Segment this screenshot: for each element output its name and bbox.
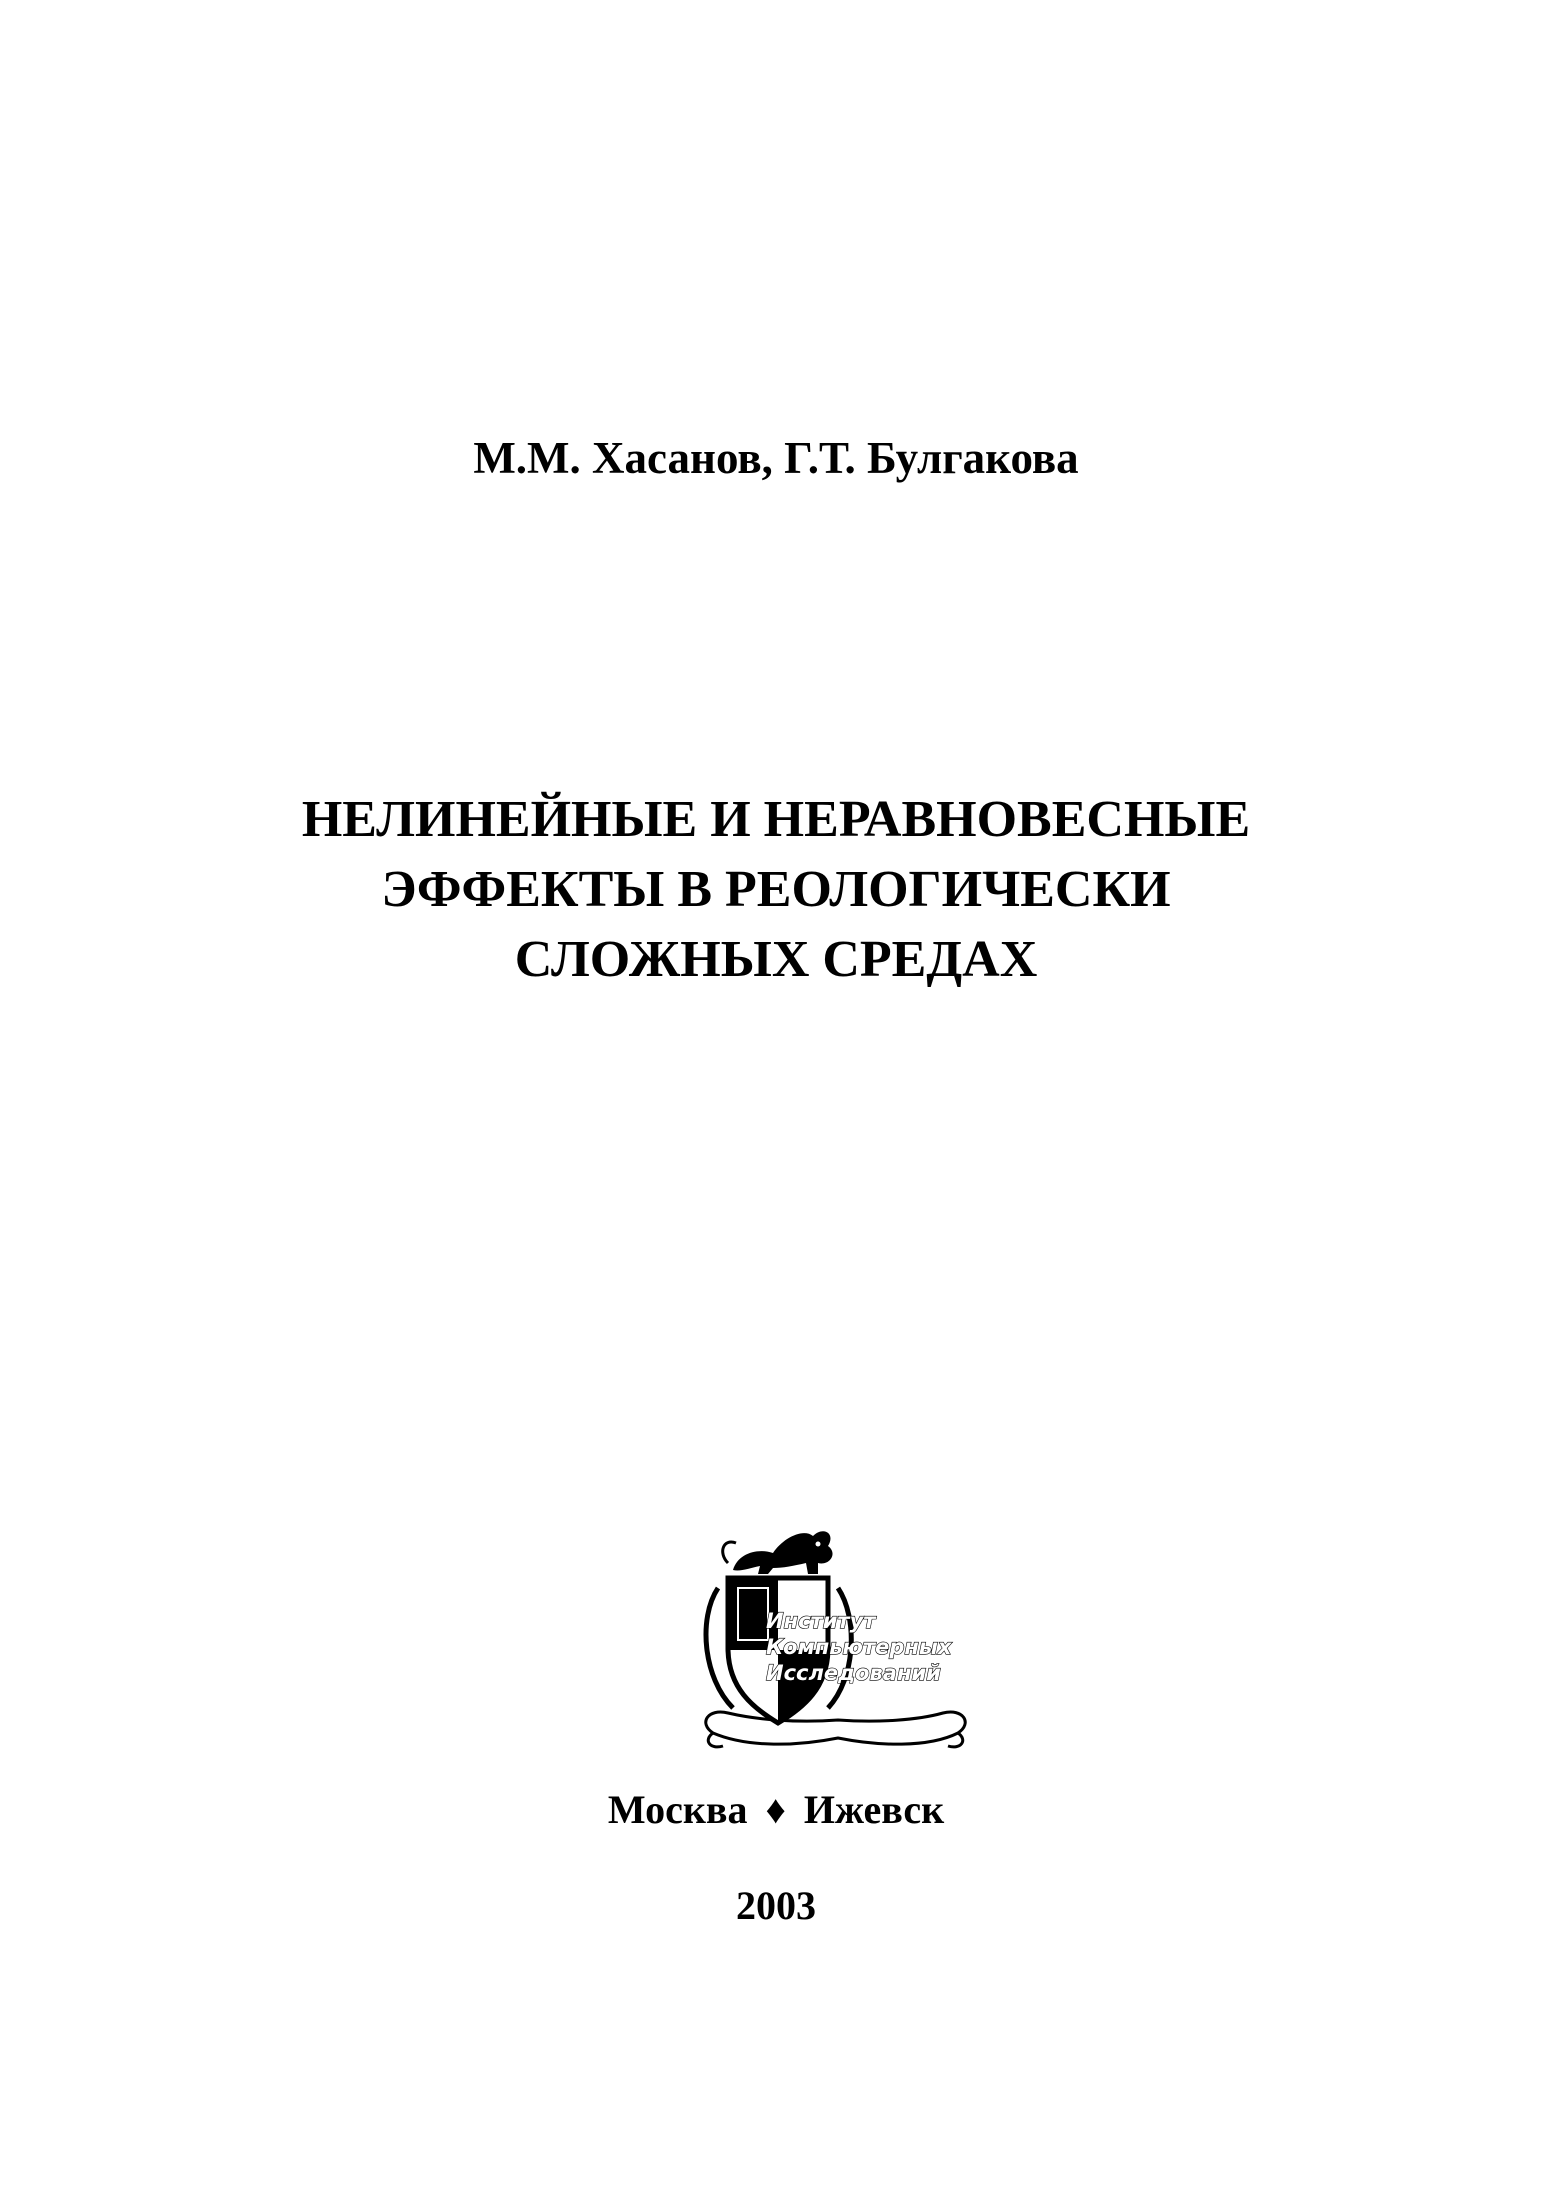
logo-line-1: Институт: [766, 1609, 876, 1633]
publisher-logo-icon: [688, 1508, 988, 1758]
authors: М.М. Хасанов, Г.Т. Булгакова: [473, 433, 1079, 483]
book-title-line-3: СЛОЖНЫХ СРЕДАХ: [514, 931, 1038, 988]
logo-line-2: Компьютерных: [766, 1635, 952, 1659]
city-izhevsk: Ижевск: [803, 1787, 945, 1832]
publication-year: 2003: [736, 1883, 816, 1928]
publication-place: [0, 1782, 1552, 1838]
logo-line-3: Исследований: [766, 1661, 941, 1685]
city-separator: ♦: [765, 1787, 786, 1832]
book-title-line-2: ЭФФЕКТЫ В РЕОЛОГИЧЕСКИ: [381, 861, 1171, 918]
book-title: [0, 785, 1552, 995]
book-title-line-1: НЕЛИНЕЙНЫЕ И НЕРАВНОВЕСНЫЕ: [301, 791, 1251, 848]
city-moscow: Москва: [607, 1787, 748, 1832]
